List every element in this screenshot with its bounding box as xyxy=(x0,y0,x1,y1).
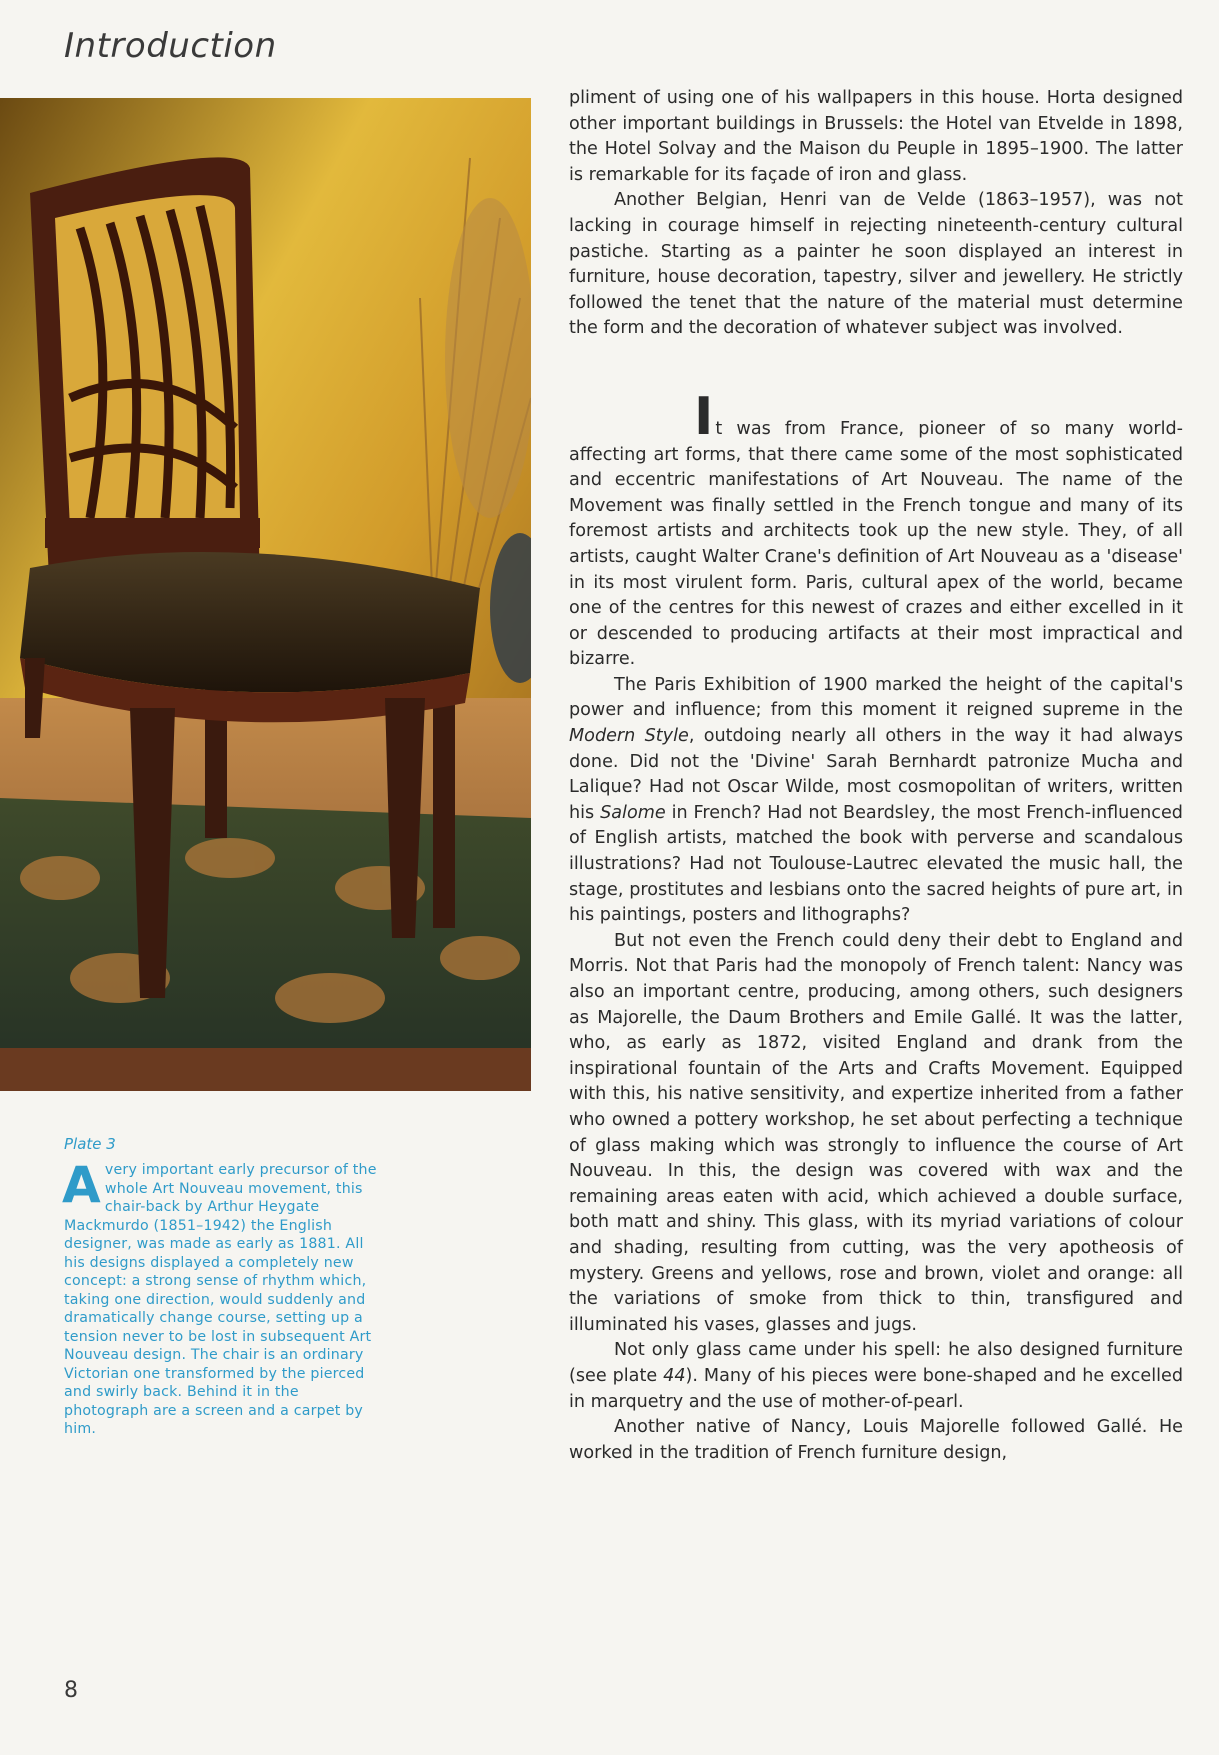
modern-style-italic: Modern Style xyxy=(569,726,689,747)
paragraph-van-de-velde: Another Belgian, Henri van de Velde (1863–1957), was not lacking in courage himself in rejecting nineteenth-century cultural pastiche. Starting as a painter he soon displayed an interest in furniture, house decoration, tapestry, silver and jewellery. He strictly followed the tenet that the nature of the material must determine the form and the decoration of whatever subject was involved. xyxy=(569,190,1183,339)
caption-drop-cap: A xyxy=(62,1156,101,1214)
paragraph-france-text: t was from France, pioneer of so many world-affecting art forms, that there came some of the most sophisticated and eccentric manifestations of Art Nouveau. The name of the Movement was finally settled in the French tongue and many of its foremost artists and architects took up the new style. They, of all artists, caught Walter Crane's definition of Art Nouveau as a 'disease' in its most virulent form. Paris, cultural apex of the world, became one of the centres for this newest of crazes and either excelled in it or descended to producing artifacts at their most impractical and bizarre. xyxy=(569,418,1183,670)
main-text-column xyxy=(569,86,1183,1466)
salome-italic: Salome xyxy=(600,802,666,823)
caption-body: very important early precursor of the whole Art Nouveau movement, this chair-back by Arthur Heygate Mackmurdo (1851–1942) the English designer, was made as early as 1881. All his designs displayed a completely new concept: a strong sense of rhythm which, taking one direction, would suddenly and dramatically change course, setting up a tension never to be lost in subsequent Art Nouveau design. The chair is an ordinary Victorian one transformed by the pierced and swirly back. Behind it in the photograph are a screen and a carpet by him. xyxy=(64,1162,377,1437)
plate-caption xyxy=(64,1135,378,1439)
section-break xyxy=(569,342,1183,407)
paragraph-england-morris: But not even the French could deny their debt to England and Morris. Not that Paris had the monopoly of French talent: Nancy was also an important centre, producing, among others, such designers as Majorelle, the Daum Brothers and Emile Gallé. It was the latter, who, as early as 1872, visited England and drank from the inspirational fountain of the Arts and Crafts Movement. Equipped with this, his native sensitivity, and expertize inherited from a father who owned a pottery workshop, he set about perfecting a technique of glass making which was strongly to influence the course of Art Nouveau. In this, the design was covered with wax and the remaining areas eaten with acid, which achieved a double surface, both matt and shiny. This glass, with its myriad variations of colour and shading, resulting from cutting, was the very apotheosis of mystery. Greens and yellows, rose and brown, violet and orange: all the variations of smoke from thick to thin, transfigured and illuminated his vases, glasses and jugs. xyxy=(569,930,1183,1335)
plate-label: Plate 3 xyxy=(64,1135,116,1153)
plate-reference-italic: 44 xyxy=(663,1365,686,1386)
paris-text-3: in French? Had not Beardsley, the most French-influenced of English artists, matched the book with perverse and scandalous illustrations? Had not Toulouse-Lautrec elevated the music hall, the stage, prostitutes and lesbians onto the sacred heights of pure art, in his paintings, posters and lithographs? xyxy=(569,802,1183,926)
section-title: Introduction xyxy=(64,26,277,66)
paris-text-2: , outdoing nearly all others in the way it had always done. Did not the 'Divine' Sarah Bernhardt patronize Mucha and Lalique? Had not Oscar Wilde, most cosmopolitan of writers, written his xyxy=(569,726,1183,823)
section-drop-cap: I xyxy=(694,386,714,447)
paragraph-paris-exhibition xyxy=(569,673,1183,929)
chair-illustration xyxy=(0,98,531,1091)
page-number: 8 xyxy=(64,1678,78,1703)
furniture-text-2: ). Many of his pieces were bone-shaped and he excelled in marquetry and the use of mother-of-pearl. xyxy=(569,1365,1183,1412)
paragraph-majorelle: Another native of Nancy, Louis Majorelle followed Gallé. He worked in the tradition of French furniture design, xyxy=(569,1417,1183,1463)
paris-text-1: The Paris Exhibition of 1900 marked the height of the capital's power and influence; from this moment it reigned supreme in the xyxy=(569,674,1183,721)
chair-photograph xyxy=(0,98,531,1091)
caption-text-block xyxy=(62,1156,378,1439)
paragraph-furniture xyxy=(569,1338,1183,1415)
paragraph-france xyxy=(569,386,1183,673)
paragraph-horta: pliment of using one of his wallpapers in this house. Horta designed other important buildings in Brussels: the Hotel van Etvelde in 1898, the Hotel Solvay and the Maison du Peuple in 1895–1900. The latter is remarkable for its façade of iron and glass. xyxy=(569,88,1183,185)
furniture-text-1: Not only glass came under his spell: he also designed furniture (see plate xyxy=(569,1340,1183,1386)
